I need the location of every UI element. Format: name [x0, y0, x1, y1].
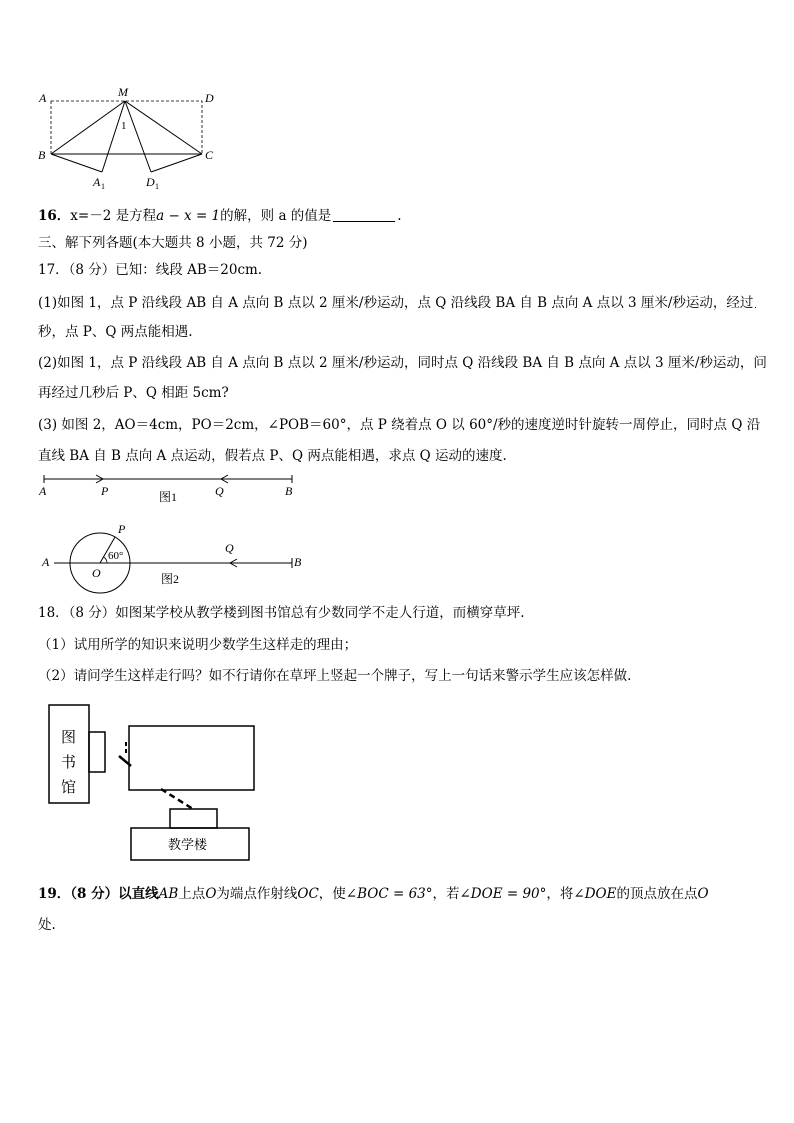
q19-oc: OC — [297, 886, 319, 902]
line-cd1 — [151, 154, 202, 172]
label-a: A — [39, 91, 47, 105]
q17-head: 17．（8 分）已知：线段 AB＝20cm. — [38, 262, 263, 278]
q19-ab: AB — [158, 886, 179, 902]
q16-answer-blank[interactable] — [333, 208, 395, 222]
label-c: C — [205, 148, 214, 162]
label-a1-sub: 1 — [101, 182, 105, 191]
dashed-rectangle — [51, 101, 202, 154]
q19-text-b: 上点 — [178, 886, 206, 902]
q19-text-d: ，使 — [318, 886, 346, 902]
q17-part2-line2: 再经过几秒后 P、Q 相距 5cm? — [38, 385, 229, 401]
campus-figure — [45, 700, 260, 865]
q19-o2: O — [697, 886, 709, 902]
fig2-label-a: A — [42, 555, 50, 569]
q19-doe: ∠DOE = 90° — [459, 886, 547, 902]
fold-figure — [30, 80, 230, 195]
shortcut-path-3 — [161, 789, 193, 809]
question-19-line1 — [38, 885, 758, 903]
q17-part3-line1: (3) 如图 2，AO＝4cm，PO＝2cm，∠POB＝60°，点 P 绕着点 O 以 60°/秒的速度逆时针旋转一周停止，同时点 Q 沿 — [38, 417, 761, 433]
fig2-label-o: O — [92, 566, 101, 580]
q19-boc: ∠BOC = 63° — [345, 886, 433, 902]
library-char-3: 馆 — [61, 780, 77, 796]
section-3-heading: 三、解下列各题(本大题共 8 小题，共 72 分) — [38, 235, 308, 251]
q19-o: O — [205, 886, 217, 902]
fig1-label-p: P — [101, 484, 109, 498]
q18-part2: （2）请问学生这样走行吗？如不行请你在草坪上竖起一个牌子，写上一句话来警示学生应该怎样做. — [38, 668, 632, 684]
q16-text-a: x=－2 是方程 — [70, 208, 157, 224]
line-ma1 — [102, 101, 125, 172]
q19-text-a: 19．（8 分）以直线 — [38, 886, 159, 902]
q16-number: 16． — [38, 208, 71, 224]
q17-part2-line1: (2)如图 1，点 P 沿线段 AB 自 A 点向 B 点以 2 厘米/秒运动，同时点 Q 沿线段 BA 自 B 点向 A 点以 3 厘米/秒运动，问 — [38, 355, 767, 371]
library-char-2: 书 — [61, 755, 77, 771]
lawn — [129, 726, 254, 790]
figure-2 — [38, 518, 308, 590]
line-mb — [51, 101, 125, 154]
q18-part1: （1）试用所学的知识来说明少数学生这样走的理由； — [38, 637, 358, 653]
teaching-building-entrance — [170, 809, 217, 828]
q17-part1-text: (1)如图 1，点 P 沿线段 AB 自 A 点向 B 点以 2 厘米/秒运动，点 Q 沿线段 BA 自 B 点向 A 点以 3 厘米/秒运动，经过 — [38, 295, 754, 311]
q17-answer-blank[interactable] — [755, 294, 756, 308]
library-entrance — [89, 732, 105, 772]
q17-part1-line2: 秒，点 P、Q 两点能相遇. — [38, 324, 193, 340]
line-mc — [125, 101, 202, 154]
label-d1: D — [146, 175, 155, 189]
fig2-label-b: B — [294, 555, 302, 569]
fig2-caption: 图2 — [161, 572, 180, 586]
q16-end: . — [397, 208, 402, 224]
q18-head: 18．（8 分）如图某学校从教学楼到图书馆总有少数同学不走人行道，而横穿草坪. — [38, 605, 525, 621]
fig1-caption: 图1 — [159, 490, 178, 504]
fig2-label-q: Q — [225, 541, 234, 555]
fig1-label-b: B — [285, 484, 293, 498]
fig1-label-q: Q — [215, 484, 224, 498]
fig2-label-angle: 60° — [108, 550, 124, 562]
q16-text-b: 的解，则 a 的值是 — [220, 208, 332, 224]
line-md1 — [125, 101, 151, 172]
q19-text-f: ，将 — [546, 886, 574, 902]
q16-equation: a − x = 1 — [156, 208, 221, 224]
fig1-label-a: A — [39, 484, 47, 498]
figure-1 — [30, 470, 310, 510]
q17-part1-line1 — [38, 294, 758, 312]
label-a1: A — [93, 175, 101, 189]
fig2-angle-arc — [104, 557, 108, 563]
line-ba1 — [51, 154, 102, 172]
teaching-building-label: 教学楼 — [168, 837, 208, 852]
q19-text-e: ，若 — [432, 886, 460, 902]
q19-text-g: 的顶点放在点 — [616, 886, 698, 902]
q19-text-c: 为端点作射线 — [216, 886, 298, 902]
q19-doe2: ∠DOE — [573, 886, 617, 902]
label-m: M — [118, 85, 128, 99]
question-19-line2: 处. — [38, 917, 56, 933]
label-b: B — [38, 148, 46, 162]
label-angle-1: 1 — [121, 120, 127, 132]
label-d: D — [205, 91, 214, 105]
q17-part3-line2: 直线 BA 自 B 点向 A 点运动，假若点 P、Q 两点能相遇，求点 Q 运动的速度. — [38, 448, 507, 464]
question-16 — [38, 207, 758, 225]
label-d1-sub: 1 — [155, 182, 159, 191]
fig2-label-p: P — [118, 522, 126, 536]
library-char-1: 图 — [61, 730, 77, 746]
